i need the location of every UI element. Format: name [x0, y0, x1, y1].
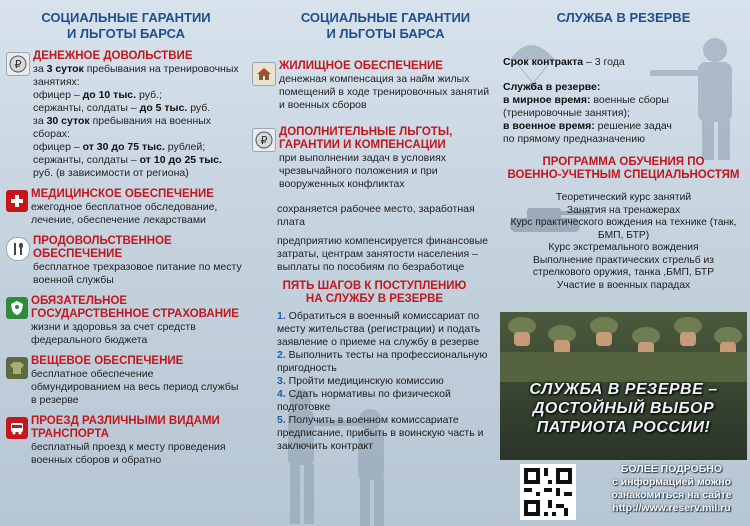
- slogan-text: СЛУЖБА В РЕЗЕРВЕ – ДОСТОЙНЫЙ ВЫБОР ПАТРИОТА РОССИИ!: [529, 381, 718, 436]
- section-transport: [6, 415, 246, 467]
- program-item: Теоретический курс занятий: [555, 192, 692, 203]
- section-title: ВЕЩЕВОЕ ОБЕСПЕЧЕНИЕ: [31, 355, 184, 367]
- section-food: [6, 235, 246, 287]
- svg-text:₽: ₽: [260, 134, 268, 147]
- section-title: ПРОДОВОЛЬСТВЕННОЕ ОБЕСПЕЧЕНИЕ: [33, 235, 172, 260]
- bus-icon: [6, 417, 28, 439]
- section-title: ОБЯЗАТЕЛЬНОЕ ГОСУДАРСТВЕННОЕ СТРАХОВАНИЕ: [31, 295, 239, 320]
- section-title: МЕДИЦИНСКОЕ ОБЕСПЕЧЕНИЕ: [31, 188, 214, 200]
- section-text: бесплатный проезд к месту проведения военных сборов и обратно: [31, 441, 226, 466]
- column-social-guarantees-1: [0, 0, 252, 526]
- section-insurance: [6, 295, 246, 347]
- step-item: 2. Выполнить тесты на профессиональную пригодность: [277, 349, 488, 374]
- program-heading: ПРОГРАММА ОБУЧЕНИЯ ПО ВОЕННО-УЧЕТНЫМ СПЕЦИАЛЬНОСТЯМ: [507, 156, 740, 181]
- program-item: Участие в военных парадах: [556, 279, 691, 291]
- cutlery-icon: [6, 237, 30, 261]
- section-text: бесплатное обеспечение обмундированием на весь период службы в резерве: [31, 368, 239, 406]
- section-title: ПРОЕЗД РАЗЛИЧНЫМИ ВИДАМИ ТРАНСПОРТА: [31, 415, 220, 440]
- section-extra: [252, 126, 497, 197]
- step-item: 1. Обратиться в военный комиссариат по месту жительства (регистрации) и подать заявление о приеме на службу в резерве: [277, 310, 481, 348]
- section-text: ежегодное бесплатное обследование, лечение, обеспечение лекарствами: [31, 201, 218, 226]
- column-heading: СОЦИАЛЬНЫЕ ГАРАНТИИ И ЛЬГОТЫ БАРСА: [300, 10, 471, 41]
- section-housing: [252, 60, 497, 118]
- section-money: [6, 50, 246, 180]
- more-info-text: БОЛЕЕ ПОДРОБНО с информацией можно ознакомиться на сайте http://www.reserv.mil.ru: [611, 463, 732, 514]
- paragraph-job-kept: сохраняется рабочее место, заработная плата: [277, 203, 475, 228]
- shield-insurance-icon: [6, 297, 28, 319]
- service-modes: Служба в резерве: в мирное время: военные сборы (тренировочные занятия); в военное время: решение задач по прямому предназначению: [503, 81, 672, 145]
- section-medical: [6, 188, 246, 227]
- qr-code-icon[interactable]: [520, 464, 576, 520]
- step-item: 3. Пройти медицинскую комиссию: [277, 375, 444, 387]
- steps-heading: ПЯТЬ ШАГОВ К ПОСТУПЛЕНИЮ НА СЛУЖБУ В РЕЗЕРВЕ: [282, 280, 467, 305]
- section-text: денежная компенсация за найм жилых помещений в ходе тренировочных занятий и военных сборов: [279, 73, 490, 111]
- column-social-guarantees-2: [252, 0, 497, 526]
- ruble-coin-icon: [6, 52, 30, 76]
- soldiers-banner: [500, 312, 747, 460]
- medical-cross-icon: [6, 190, 28, 212]
- step-item: 5. Получить в военном комиссариате предписание, прибыть в воинскую часть и заключить контракт: [277, 414, 484, 452]
- program-item: Курс практического вождения на технике (танк, БМП, БТР): [510, 217, 737, 241]
- section-title: ДЕНЕЖНОЕ ДОВОЛЬСТВИЕ: [33, 50, 193, 62]
- contract-term: Срок контракта – 3 года: [503, 56, 625, 68]
- steps-list: [277, 310, 497, 453]
- paragraph-compensation: предприятию компенсируется финансовые затраты, центрам занятости населения – выплаты по пособиям по безработице: [277, 235, 489, 273]
- section-text: за 3 суток пребывания на тренировочных занятиях: офицер – до 10 тыс. руб.; сержанты, солдаты – до 5 тыс. руб. за 30 суток пребывания на военных сборах: офицер – от 30 до 75 тыс. рублей; сержанты, солдаты – от 10 до 25 тыс. руб. (в зависимости от региона): [33, 63, 239, 179]
- soldiers-helmets-image: [500, 312, 747, 382]
- program-list: [503, 192, 744, 292]
- program-item: Курс экстремального вождения: [548, 242, 699, 253]
- step-item: 4. Сдать нормативы по физической подготовке: [277, 388, 451, 413]
- uniform-icon: [6, 357, 28, 379]
- section-title: ЖИЛИЩНОЕ ОБЕСПЕЧЕНИЕ: [279, 60, 443, 72]
- section-title: ДОПОЛНИТЕЛЬНЫЕ ЛЬГОТЫ, ГАРАНТИИ И КОМПЕНСАЦИИ: [279, 126, 453, 151]
- column-heading: СЛУЖБА В РЕЗЕРВЕ: [556, 10, 691, 25]
- section-text: бесплатное трехразовое питание по месту военной службы: [33, 261, 242, 286]
- ruble-compensation-icon: [252, 128, 276, 152]
- program-item: Выполнение практических стрельб из стрелкового оружия, танка ,БМП, БТР: [532, 254, 715, 278]
- program-item: Занятия на тренажерах: [566, 204, 681, 216]
- section-clothing: [6, 355, 246, 407]
- house-icon: [252, 62, 276, 86]
- section-text: при выполнении задач в условиях чрезвычайного положения и при вооруженных конфликтах: [279, 152, 447, 190]
- svg-text:₽: ₽: [14, 58, 22, 71]
- column-heading: СОЦИАЛЬНЫЕ ГАРАНТИИ И ЛЬГОТЫ БАРСА: [41, 10, 211, 41]
- section-text: жизни и здоровья за счет средств федерального бюджета: [31, 321, 196, 346]
